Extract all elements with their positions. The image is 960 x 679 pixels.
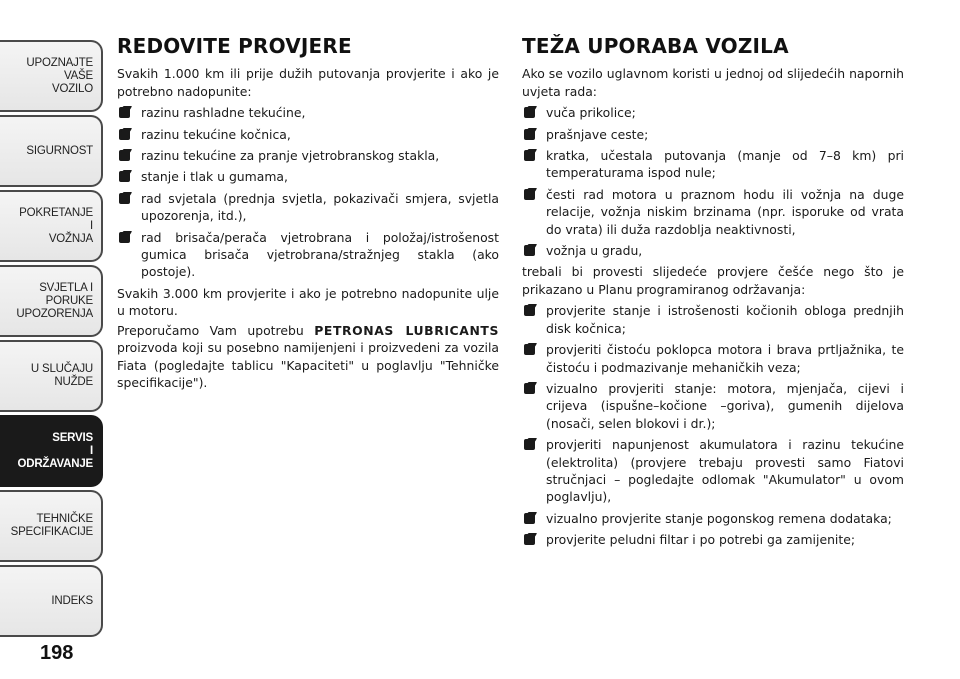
checkbox-bullet-icon (119, 171, 130, 182)
section-teza-uporaba (522, 34, 904, 553)
list-item: vizualno provjerite stanje pogonskog remena dodataka; (522, 510, 904, 527)
list-item: vožnja u gradu, (522, 242, 904, 259)
checkbox-bullet-icon (524, 305, 535, 316)
list-item: provjeriti napunjenost akumulatora i razinu tekućine (elektrolita) (provjere trebaju provesti samo Fiatovi stručnjaci – pogledajte odlomak "Akumulator" u ovom poglavlju), (522, 436, 904, 506)
brand-name: PETRONAS LUBRICANTS (314, 322, 499, 338)
section-redovite-provjere (117, 34, 499, 393)
checkbox-bullet-icon (119, 150, 130, 161)
checkbox-bullet-icon (524, 245, 535, 256)
recommendation-text: Preporučamo Vam upotrebu PETRONAS LUBRICANTS proizvoda koji su posebno namijenjeni i proizvedeni za vozila Fiata (pogledajte tablicu "Kapaciteti" u poglavlju "Tehničke specifikacije"). (117, 322, 499, 390)
checkbox-bullet-icon (524, 129, 535, 140)
checkbox-bullet-icon (524, 439, 535, 450)
checkbox-bullet-icon (524, 189, 535, 200)
section-heading: REDOVITE PROVJERE (117, 34, 352, 58)
checkbox-bullet-icon (524, 383, 535, 394)
checkbox-bullet-icon (524, 534, 535, 545)
list-item: razinu rashladne tekućine, (117, 104, 499, 121)
checks-list (522, 302, 904, 548)
list-item: prašnjave ceste; (522, 126, 904, 143)
checkbox-bullet-icon (524, 344, 535, 355)
list-item: rad svjetala (prednja svjetla, pokazivači smjera, svjetla upozorenja, itd.), (117, 190, 499, 225)
list-item: kratka, učestala putovanja (manje od 7–8 km) pri temperaturama ispod nule; (522, 147, 904, 182)
page-number: 198 (40, 642, 74, 664)
checkbox-bullet-icon (119, 232, 130, 243)
tab-sigurnost[interactable]: SIGURNOST (0, 115, 103, 187)
list-item: rad brisača/perača vjetrobrana i položaj/istrošenost gumica brisača vjetrobrana/stražnjeg stakla (ako postoje). (117, 229, 499, 281)
intro-text: Svakih 1.000 km ili prije dužih putovanja provjerite i ako je potrebno nadopunite: (117, 66, 499, 99)
list-item: stanje i tlak u gumama, (117, 168, 499, 185)
list-item: razinu tekućine kočnica, (117, 126, 499, 143)
tab-svjetla-i-poruke[interactable]: SVJETLA I PORUKE UPOZORENJA (0, 265, 103, 337)
check-list (117, 104, 499, 281)
checkbox-bullet-icon (119, 107, 130, 118)
intro-text: Ako se vozilo uglavnom koristi u jednoj od slijedećih napornih uvjeta rada: (522, 66, 904, 99)
checkbox-bullet-icon (524, 107, 535, 118)
tab-servis-i-odrzavanje[interactable]: SERVIS I ODRŽAVANJE (0, 415, 103, 487)
oil-check-text: Svakih 3.000 km provjerite i ako je potrebno nadopunite ulje u motoru. (117, 285, 499, 319)
list-item: vuča prikolice; (522, 104, 904, 121)
list-item: provjeriti čistoću poklopca motora i brava prtljažnika, te čistoću i podmazivanje mehaničkih veza; (522, 341, 904, 376)
tab-tehnicke-specifikacije[interactable]: TEHNIČKE SPECIFIKACIJE (0, 490, 103, 562)
list-item: provjerite peludni filtar i po potrebi ga zamijenite; (522, 531, 904, 548)
tab-upoznajte-vase-vozilo[interactable]: UPOZNAJTE VAŠE VOZILO (0, 40, 103, 112)
list-item: provjerite stanje i istrošenosti kočionih obloga prednjih disk kočnica; (522, 302, 904, 337)
tab-indeks[interactable]: INDEKS (0, 565, 103, 637)
middle-text: trebali bi provesti slijedeće provjere češće nego što je prikazano u Planu programiranog održavanja: (522, 264, 904, 297)
list-item: česti rad motora u praznom hodu ili vožnja na duge relacije, vožnja niskim brzinama (npr. isporuke od vrata do vrata) ili duža razdoblja neaktivnosti, (522, 186, 904, 238)
conditions-list (522, 104, 904, 259)
checkbox-bullet-icon (524, 513, 535, 524)
checkbox-bullet-icon (119, 193, 130, 204)
checkbox-bullet-icon (524, 150, 535, 161)
list-item: vizualno provjeriti stanje: motora, mjenjača, cijevi i crijeva (ispušne–kočione –goriva), gumenih dijelova (nosači, selen blokovi i dr.); (522, 380, 904, 432)
checkbox-bullet-icon (119, 129, 130, 140)
list-item: razinu tekućine za pranje vjetrobranskog stakla, (117, 147, 499, 164)
tab-pokretanje-i-voznja[interactable]: POKRETANJE I VOŽNJA (0, 190, 103, 262)
section-heading: TEŽA UPORABA VOZILA (522, 34, 789, 58)
tab-u-slucaju-nuzde[interactable]: U SLUČAJU NUŽDE (0, 340, 103, 412)
